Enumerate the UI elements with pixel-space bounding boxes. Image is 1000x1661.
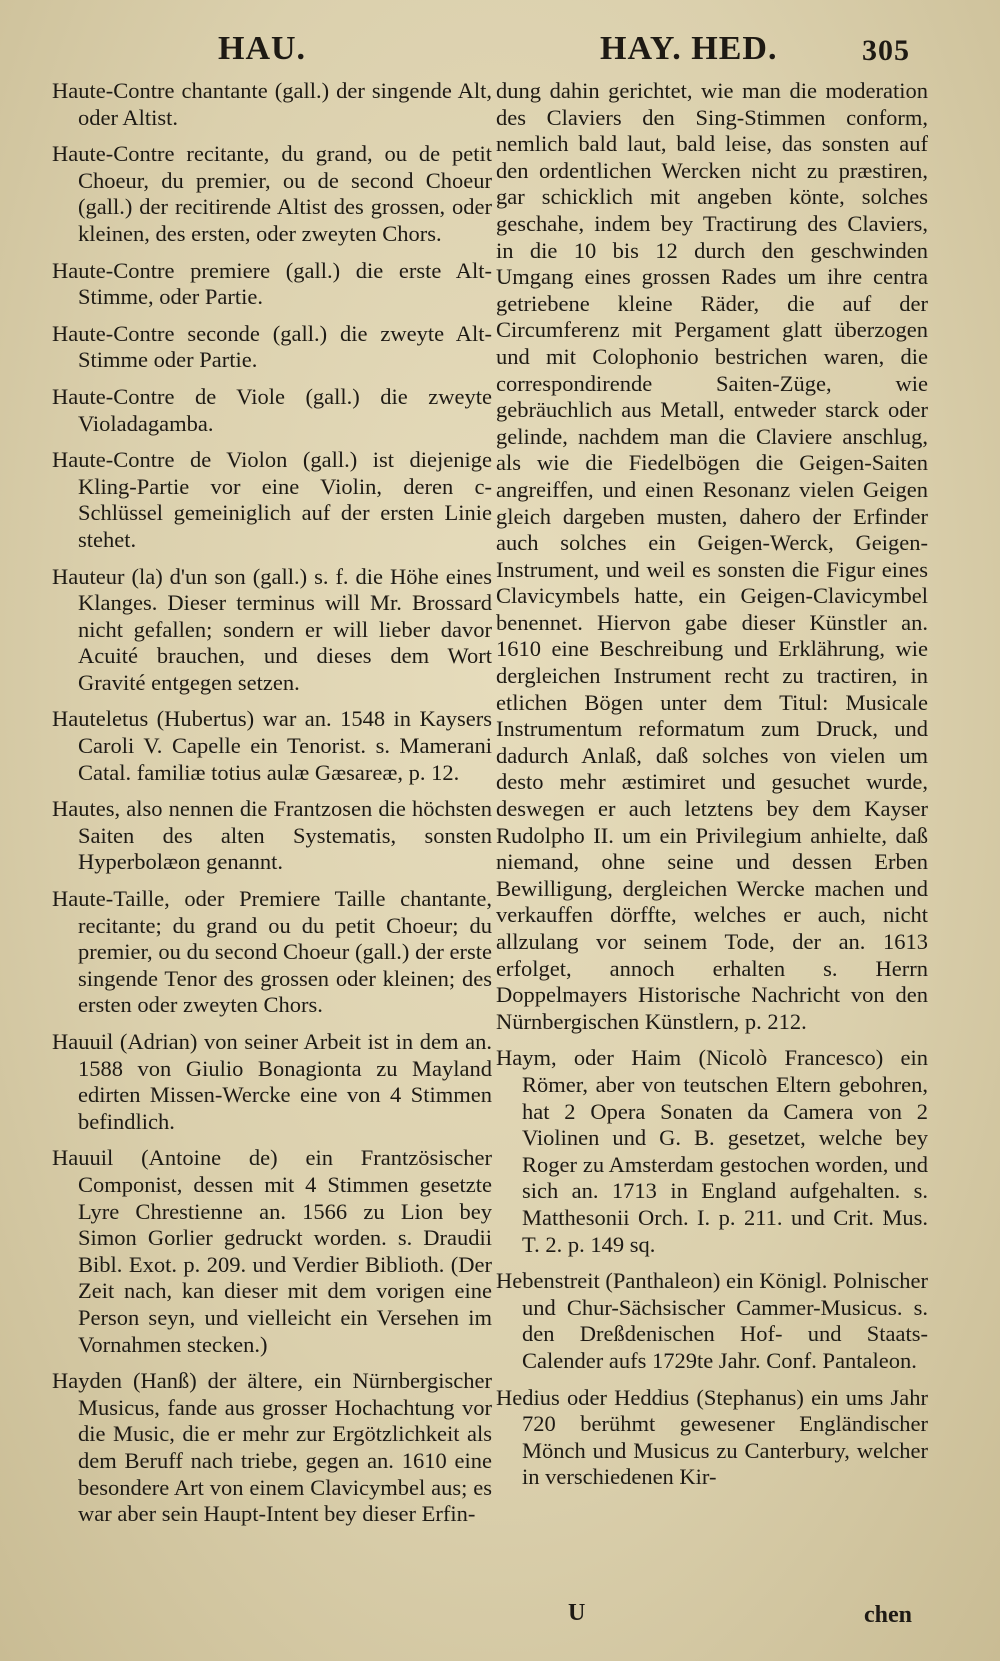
catchword: chen — [864, 1602, 912, 1628]
dictionary-entry: Hayden (Hanß) der ältere, ein Nürnbergischer Musicus, fande aus grosser Hochachtung vor die Music, die er mehr zur Ergötzlichkeit als dem Beruff nach triebe, gegen an. 1610 eine besondere Art von einem Clavicymbel aus; es war aber sein Haupt-Intent bey dieser Erfin- — [52, 1368, 492, 1527]
dictionary-entry: Haute-Contre seconde (gall.) die zweyte Alt-Stimme oder Partie. — [52, 320, 492, 373]
dictionary-entry: Hauuil (Adrian) von seiner Arbeit ist in dem an. 1588 von Giulio Bonagionta zu Mayland edirten Missen-Wercke eine von 4 Stimmen befindlich. — [52, 1029, 492, 1134]
right-column — [496, 78, 928, 1501]
dictionary-entry: Haym, oder Haim (Nicolò Francesco) ein Römer, aber von teutschen Eltern gebohren, hat 2 Opera Sonaten da Camera von 2 Violinen und G. B. gesetzet, welche bey Roger zu Amsterdam gestochen worden, und sich an. 1713 in England aufgehalten. s. Matthesonii Orch. I. p. 211. und Crit. Mus. T. 2. p. 149 sq. — [496, 1045, 928, 1257]
dictionary-entry: Haute-Taille, oder Premiere Taille chantante, recitante; du grand ou du petit Choeur; du premier, ou du second Choeur (gall.) der erste singende Tenor des grossen oder kleinen; des ersten oder zweyten Chors. — [52, 886, 492, 1018]
signature-mark: U — [568, 1600, 586, 1626]
running-head-left: HAU. — [218, 30, 307, 67]
dictionary-entry-continued: dung dahin gerichtet, wie man die moderation des Claviers den Sing-Stimmen conform, nemlich bald laut, bald leise, das sonsten auf den ordentlichen Wercken nicht zu præstiren, gar schicklich mit angeben könte, solches geschahe, indem bey Tractirung des Claviers, in die 10 bis 12 durch den geschwinden Umgang eines grossen Rades um ihre centra getriebene kleine Räder, die auf der Circumferenz mit Pergament glatt überzogen und mit Colophonio bestrichen waren, die correspondirende Saiten-Züge, wie gebräuchlich aus Metall, entweder starck oder gelinde, nachdem man die Claviere anschlug, als wie die Fiedelbögen die Geigen-Saiten angreiffen, und einen Resonanz vielen Geigen gleich dargeben musten, dahero der Erfinder auch solches ein Geigen-Werck, Geigen-Instrument, und weil es sonsten die Figur eines Clavicymbels hatte, ein Geigen-Clavicymbel benennet. Hiervon gabe dieser Künstler an. 1610 eine Beschreibung und Erklährung, wie dergleichen Instrument recht zu tractiren, in etlichen Bögen unter dem Titul: Musicale Instrumentum reformatum zum Druck, und dadurch Anlaß, daß solches von vielen um desto mehr æstimiret und gesuchet wurde, deswegen er auch letztens bey dem Kayser Rudolpho II. um ein Privilegium anhielte, daß niemand, ohne seine und dessen Erben Bewilligung, dergleichen Wercke machen und verkauffen dörffte, welches er auch, nicht allzulang vor seinem Tode, der an. 1613 erfolget, annoch erhalten s. Herrn Doppelmayers Historische Nachricht von den Nürnbergischen Künstlern, p. 212. — [496, 78, 928, 1034]
dictionary-entry: Haute-Contre de Violon (gall.) ist diejenige Kling-Partie vor eine Violin, deren c-Schlüssel gemeiniglich auf der ersten Linie stehet. — [52, 447, 492, 552]
dictionary-entry: Hautes, also nennen die Frantzosen die höchsten Saiten des alten Systematis, sonsten Hyperbolæon genannt. — [52, 796, 492, 875]
running-head-right: HAY. HED. — [600, 30, 778, 67]
page-number: 305 — [862, 34, 910, 67]
dictionary-entry: Hedius oder Heddius (Stephanus) ein ums Jahr 720 berühmt gewesener Engländischer Mönch und Musicus zu Canterbury, welcher in verschiedenen Kir- — [496, 1384, 928, 1490]
dictionary-entry: Haute-Contre premiere (gall.) die erste Alt-Stimme, oder Partie. — [52, 257, 492, 310]
dictionary-entry: Haute-Contre recitante, du grand, ou de petit Choeur, du premier, ou de second Choeur (gall.) der recitirende Altist des grossen, oder kleinen, des ersten, oder zweyten Chors. — [52, 141, 492, 246]
dictionary-entry: Hauteur (la) d'un son (gall.) s. f. die Höhe eines Klanges. Dieser terminus will Mr. Brossard nicht gefallen; sondern er will lieber davor Acuité brauchen, und dieses dem Wort Gravité entgegen setzen. — [52, 563, 492, 695]
dictionary-entry: Haute-Contre de Viole (gall.) die zweyte Violadagamba. — [52, 383, 492, 436]
dictionary-entry: Hebenstreit (Panthaleon) ein Königl. Polnischer und Chur-Sächsischer Cammer-Musicus. s. den Dreßdenischen Hof- und Staats-Calender aufs 1729te Jahr. Conf. Pantaleon. — [496, 1268, 928, 1373]
dictionary-entry: Hauuil (Antoine de) ein Frantzösischer Componist, dessen mit 4 Stimmen gesetzte Lyre Chrestienne an. 1566 zu Lion bey Simon Gorlier gedruckt worden. s. Draudii Bibl. Exot. p. 209. und Verdier Biblioth. (Der Zeit nach, kan dieser mit dem vorigen eine Person seyn, und vielleicht ein Versehen im Vornahmen stecken.) — [52, 1145, 492, 1357]
left-column — [52, 78, 492, 1538]
dictionary-entry: Haute-Contre chantante (gall.) der singende Alt, oder Altist. — [52, 78, 492, 130]
dictionary-entry: Hauteletus (Hubertus) war an. 1548 in Kaysers Caroli V. Capelle ein Tenorist. s. Mamerani Catal. familiæ totius aulæ Gæsareæ, p. 12. — [52, 706, 492, 785]
